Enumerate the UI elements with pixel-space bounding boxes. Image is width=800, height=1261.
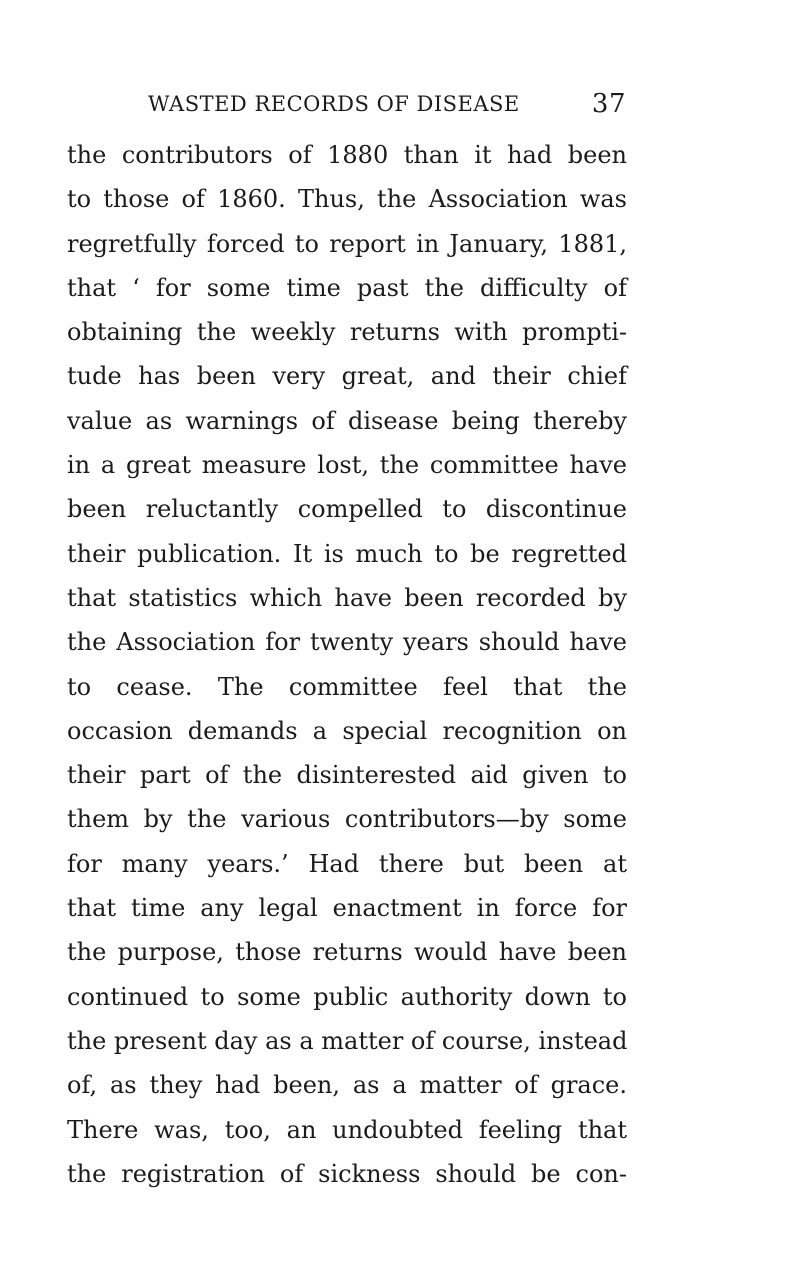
text-line: regretfully forced to report in January, 1881,	[67, 229, 627, 258]
text-line: obtaining the weekly returns with prompti-	[67, 318, 627, 347]
text-line: that time any legal enactment in force for	[67, 894, 627, 923]
text-line: the Association for twenty years should have	[67, 628, 627, 657]
text-line: value as warnings of disease being thereby	[67, 406, 627, 435]
text-line: the purpose, those returns would have been	[67, 938, 627, 967]
text-line: that ‘ for some time past the difficulty of	[67, 273, 627, 302]
running-head	[148, 87, 626, 121]
text-line: tude has been very great, and their chief	[67, 362, 627, 391]
text-line: them by the various contributors—by some	[67, 805, 627, 834]
text-line: the contributors of 1880 than it had been	[67, 141, 627, 169]
text-line: the registration of sickness should be con-	[67, 1159, 627, 1188]
text-line: their publication. It is much to be regretted	[67, 539, 627, 568]
page-number: 37	[591, 89, 626, 119]
text-line: the present day as a matter of course, instead	[67, 1026, 628, 1055]
text-line: to cease. The committee feel that the	[67, 672, 627, 701]
text-line: occasion demands a special recognition on	[67, 716, 627, 745]
text-line: their part of the disinterested aid given to	[67, 761, 627, 790]
text-line: There was, too, an undoubted feeling that	[67, 1115, 627, 1144]
running-title: WASTED RECORDS OF DISEASE	[148, 92, 520, 116]
body-paragraph	[67, 133, 627, 1196]
text-line: in a great measure lost, the committee have	[67, 451, 627, 480]
text-line: for many years.’ Had there but been at	[67, 849, 627, 878]
text-line: that statistics which have been recorded by	[67, 583, 627, 612]
text-line: continued to some public authority down to	[67, 982, 627, 1011]
text-line: to those of 1860. Thus, the Association was	[67, 185, 627, 214]
text-line: been reluctantly compelled to discontinue	[67, 495, 627, 524]
text-line: of, as they had been, as a matter of grace.	[67, 1071, 627, 1100]
